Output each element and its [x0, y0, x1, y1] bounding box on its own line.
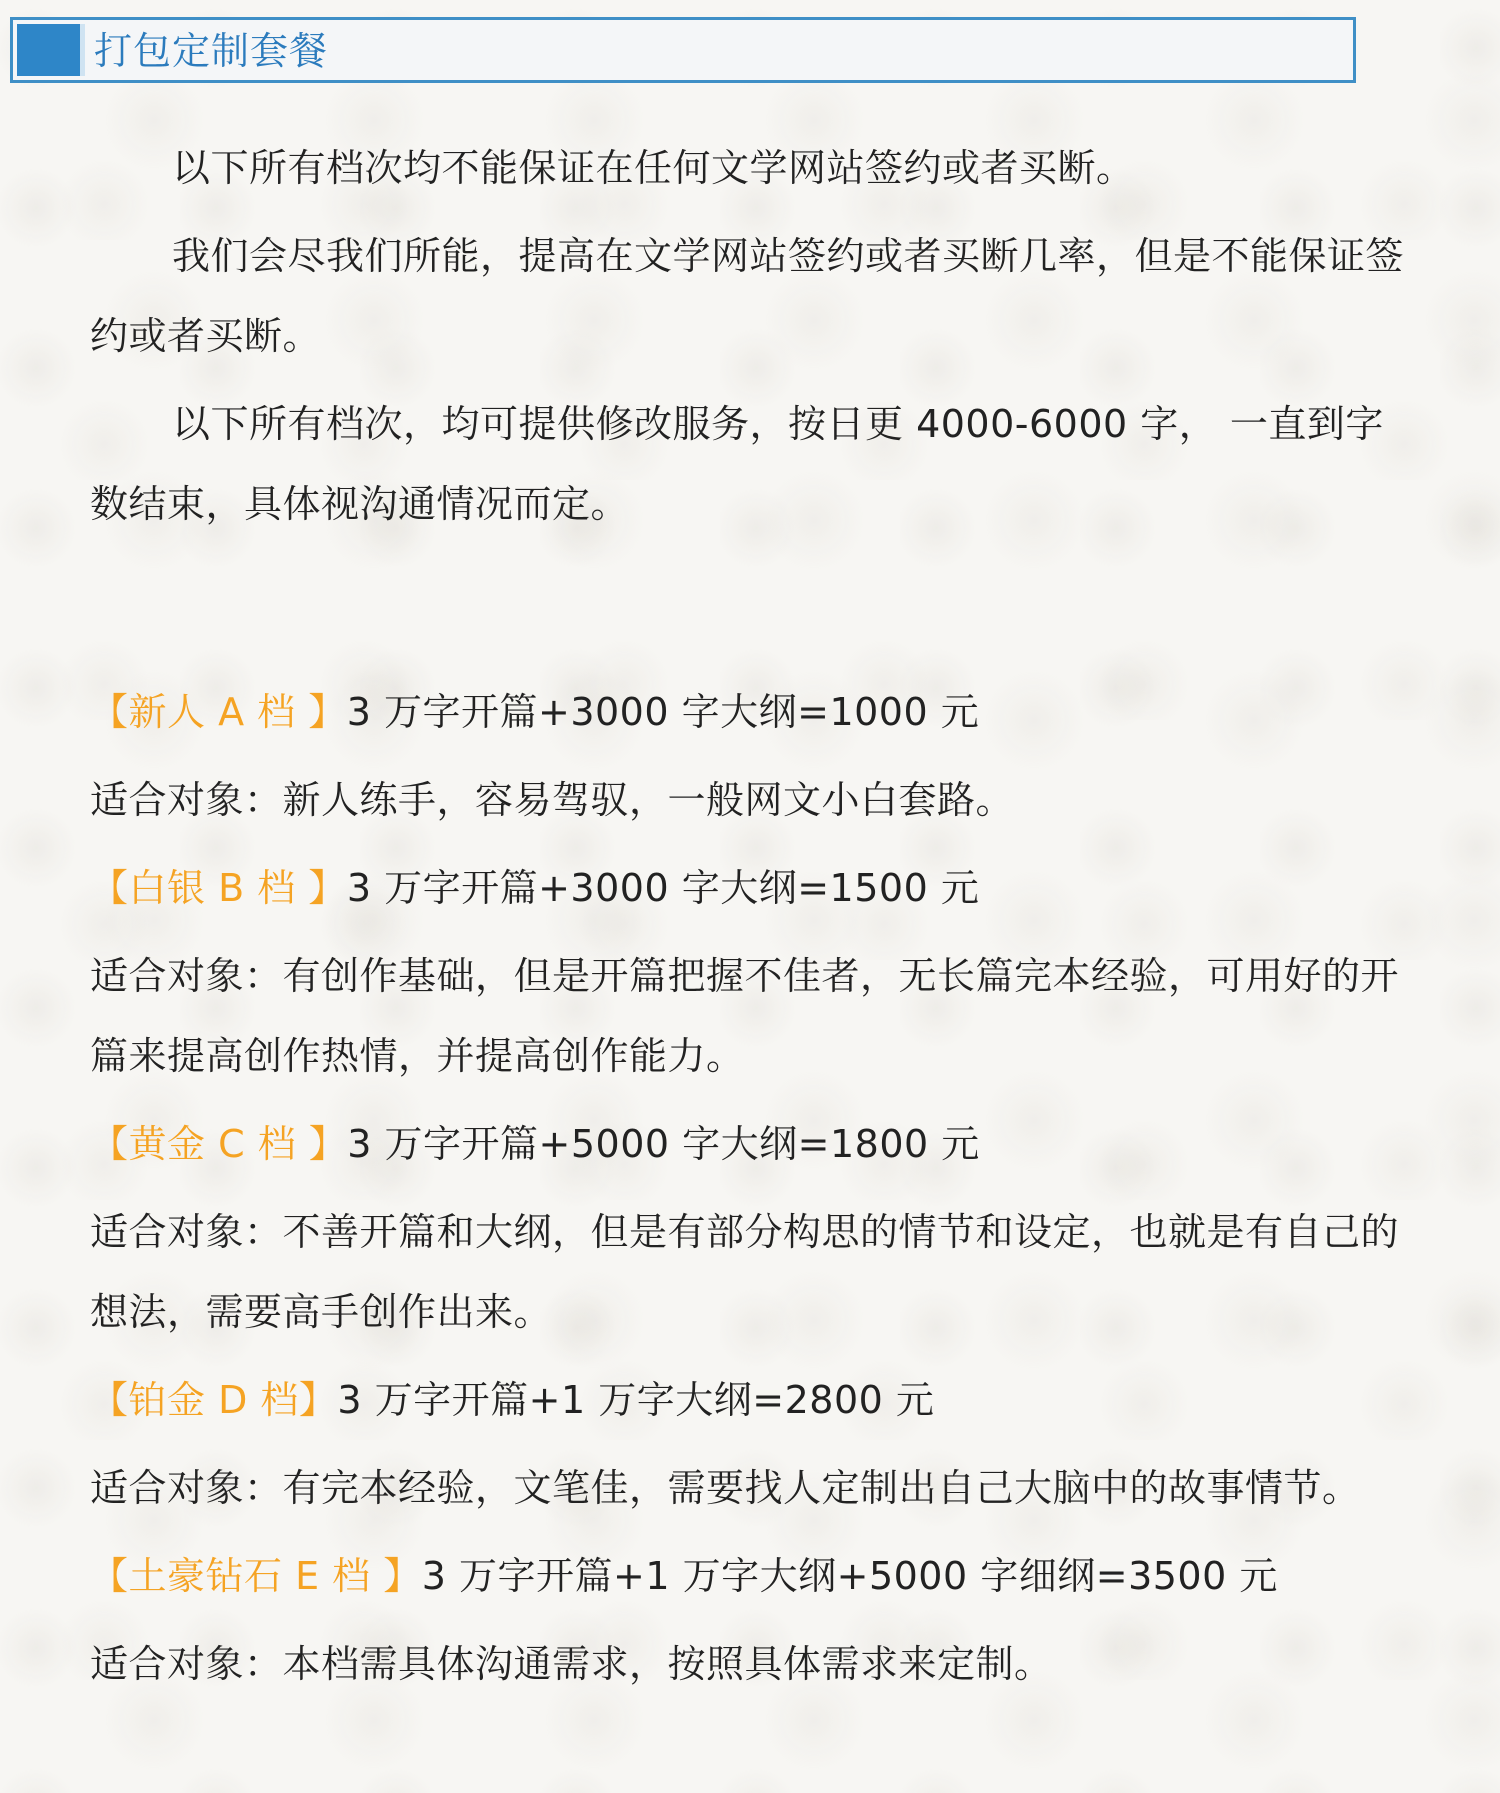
tier-d-price: 3 万字开篇+1 万字大纲=2800 元 — [337, 1378, 935, 1422]
section-title: 打包定制套餐 — [94, 29, 329, 73]
tier-e-price: 3 万字开篇+1 万字大纲+5000 字细纲=3500 元 — [421, 1554, 1278, 1598]
tier-c — [90, 1104, 1410, 1184]
tier-d — [90, 1360, 1410, 1440]
section-header — [10, 17, 1356, 83]
tier-b-label: 【白银 B 档 】 — [90, 866, 347, 910]
tier-a — [90, 672, 1410, 752]
intro-paragraph-3: 以下所有档次，均可提供修改服务，按日更 4000-6000 字， 一直到字数结束，具体视沟通情况而定。 — [90, 402, 1384, 526]
tier-b-price: 3 万字开篇+3000 字大纲=1500 元 — [346, 866, 980, 910]
tier-a-price: 3 万字开篇+3000 字大纲=1000 元 — [346, 690, 980, 734]
tier-c-label: 【黄金 C 档 】 — [90, 1122, 348, 1166]
tier-a-desc: 适合对象：新人练手，容易驾驭，一般网文小白套路。 — [90, 778, 1015, 822]
intro-paragraph-2: 我们会尽我们所能，提高在文学网站签约或者买断几率，但是不能保证签约或者买断。 — [90, 234, 1405, 358]
tier-d-label: 【铂金 D 档】 — [90, 1378, 338, 1422]
tier-e — [90, 1536, 1410, 1616]
intro-paragraph-1: 以下所有档次均不能保证在任何文学网站签约或者买断。 — [172, 146, 1135, 190]
tier-c-price: 3 万字开篇+5000 字大纲=1800 元 — [347, 1122, 980, 1166]
tier-b — [90, 848, 1410, 928]
header-square-icon — [17, 24, 85, 76]
tier-e-desc: 适合对象：本档需具体沟通需求，按照具体需求来定制。 — [90, 1642, 1053, 1686]
content — [90, 128, 1410, 1704]
tier-b-desc: 适合对象：有创作基础，但是开篇把握不佳者，无长篇完本经验，可用好的开篇来提高创作热情，并提高创作能力。 — [90, 954, 1400, 1078]
tier-e-label: 【土豪钻石 E 档 】 — [90, 1554, 422, 1598]
tier-a-label: 【新人 A 档 】 — [90, 690, 347, 734]
tier-c-desc: 适合对象：不善开篇和大纲，但是有部分构思的情节和设定，也就是有自己的想法，需要高手创作出来。 — [90, 1210, 1400, 1334]
tier-d-desc: 适合对象：有完本经验，文笔佳，需要找人定制出自己大脑中的故事情节。 — [90, 1466, 1361, 1510]
